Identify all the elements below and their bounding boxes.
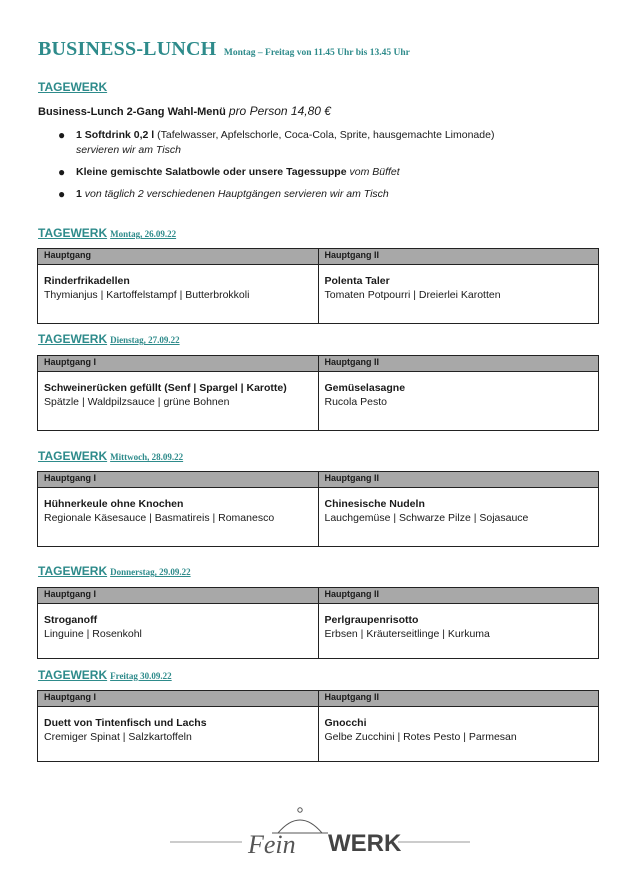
table-header-row xyxy=(38,691,599,707)
col1-cell xyxy=(38,372,319,431)
day-section-label xyxy=(38,332,180,346)
day-menu-table xyxy=(37,690,599,762)
bullet-detail: (Tafelwasser, Apfelschorle, Coca-Cola, Sprite, hausgemachte Limonade) xyxy=(154,129,495,141)
col2-header: Hauptgang II xyxy=(318,472,599,488)
bullet-icon: ● xyxy=(58,187,66,201)
day-label: TAGEWERK xyxy=(38,332,108,346)
col1-cell xyxy=(38,604,319,659)
bullet-icon: ● xyxy=(58,165,66,179)
col1-cell xyxy=(38,707,319,762)
title-text: BUSINESS-LUNCH xyxy=(38,38,217,60)
day-section-label xyxy=(38,668,172,682)
feinwerk-logo xyxy=(170,795,470,865)
day-date: Donnerstag, 29.09.22 xyxy=(110,567,191,577)
dish-name: Gemüselasagne xyxy=(324,382,406,394)
col2-cell xyxy=(318,488,599,547)
day-label: TAGEWERK xyxy=(38,668,108,682)
offer-text: Business-Lunch 2-Gang Wahl-Menü xyxy=(38,106,226,118)
bullet-italic: servieren wir am Tisch xyxy=(76,144,181,156)
day-menu-table xyxy=(37,471,599,547)
bullet-item xyxy=(38,187,598,202)
bullet-item xyxy=(38,128,598,158)
table-header-row xyxy=(38,249,599,265)
dish-name: Hühnerkeule ohne Knochen xyxy=(44,498,184,510)
col1-header: Hauptgang xyxy=(38,249,319,265)
intro-section-label: TAGEWERK xyxy=(38,80,108,94)
bullet-main: 1 Softdrink 0,2 l xyxy=(76,129,155,141)
offer-price: pro Person 14,80 € xyxy=(228,104,331,118)
day-section-label xyxy=(38,564,191,578)
col2-header: Hauptgang II xyxy=(318,691,599,707)
table-header-row xyxy=(38,588,599,604)
table-header-row xyxy=(38,356,599,372)
bullet-icon: ● xyxy=(58,128,66,142)
day-date: Montag, 26.09.22 xyxy=(110,229,177,239)
col1-header: Hauptgang I xyxy=(38,588,319,604)
day-menu-table xyxy=(37,248,599,324)
dish-name: Polenta Taler xyxy=(324,275,390,287)
day-label: TAGEWERK xyxy=(38,226,108,240)
day-date: Mittwoch, 28.09.22 xyxy=(110,452,184,462)
day-date: Dienstag, 27.09.22 xyxy=(110,335,180,345)
dish-name: Rinderfrikadellen xyxy=(44,275,130,287)
col2-cell xyxy=(318,372,599,431)
col2-cell xyxy=(318,265,599,324)
dish-sides: Linguine | Rosenkohl xyxy=(44,628,142,640)
offer-line xyxy=(38,104,331,118)
table-row xyxy=(38,265,599,324)
dish-name: Gnocchi xyxy=(324,717,367,729)
day-label: TAGEWERK xyxy=(38,449,108,463)
dish-sides: Lauchgemüse | Schwarze Pilze | Sojasauce xyxy=(324,512,529,524)
dish-sides: Thymianjus | Kartoffelstampf | Butterbrokkoli xyxy=(44,289,250,301)
bullet-item xyxy=(38,165,598,180)
day-section-label xyxy=(38,449,183,463)
col1-header: Hauptgang I xyxy=(38,472,319,488)
day-label: TAGEWERK xyxy=(38,564,108,578)
col2-cell xyxy=(318,707,599,762)
table-row xyxy=(38,372,599,431)
dish-sides: Gelbe Zucchini | Rotes Pesto | Parmesan xyxy=(324,731,517,743)
offer-bullets xyxy=(38,128,598,209)
table-row xyxy=(38,604,599,659)
table-row xyxy=(38,488,599,547)
day-section-label xyxy=(38,226,176,240)
dish-name: Stroganoff xyxy=(44,614,98,626)
col2-header: Hauptgang II xyxy=(318,356,599,372)
col2-cell xyxy=(318,604,599,659)
bullet-italic: von täglich 2 verschiedenen Hauptgängen servieren wir am Tisch xyxy=(84,188,389,200)
dish-name: Chinesische Nudeln xyxy=(324,498,425,510)
col1-header: Hauptgang I xyxy=(38,356,319,372)
table-header-row xyxy=(38,472,599,488)
dish-name: Schweinerücken gefüllt (Senf | Spargel | Karotte) xyxy=(44,382,287,394)
cloche-knob-icon xyxy=(298,808,302,812)
dish-sides: Tomaten Potpourri | Dreierlei Karotten xyxy=(324,289,501,301)
dish-name: Perlgraupenrisotto xyxy=(324,614,419,626)
logo-bold-text: WERK xyxy=(328,830,402,857)
dish-sides: Cremiger Spinat | Salzkartoffeln xyxy=(44,731,192,743)
dish-sides: Rucola Pesto xyxy=(324,396,387,408)
page-title xyxy=(38,38,410,61)
title-hours: Montag – Freitag von 11.45 Uhr bis 13.45 Uhr xyxy=(223,48,410,58)
col1-cell xyxy=(38,265,319,324)
col2-header: Hauptgang II xyxy=(318,588,599,604)
day-menu-table xyxy=(37,355,599,431)
bullet-italic: vom Büffet xyxy=(349,166,400,178)
dish-sides: Regionale Käsesauce | Basmatireis | Romanesco xyxy=(44,512,275,524)
col1-header: Hauptgang I xyxy=(38,691,319,707)
table-row xyxy=(38,707,599,762)
bullet-main: 1 xyxy=(76,188,82,200)
dish-sides: Erbsen | Kräuterseitlinge | Kurkuma xyxy=(324,628,490,640)
col1-cell xyxy=(38,488,319,547)
dish-sides: Spätzle | Waldpilzsauce | grüne Bohnen xyxy=(44,396,230,408)
day-menu-table xyxy=(37,587,599,659)
dish-name: Duett von Tintenfisch und Lachs xyxy=(44,717,207,729)
logo-script-text: Fein xyxy=(248,830,296,859)
col2-header: Hauptgang II xyxy=(318,249,599,265)
bullet-main: Kleine gemischte Salatbowle oder unsere Tagessuppe xyxy=(76,166,347,178)
day-date: Freitag 30.09.22 xyxy=(110,671,172,681)
